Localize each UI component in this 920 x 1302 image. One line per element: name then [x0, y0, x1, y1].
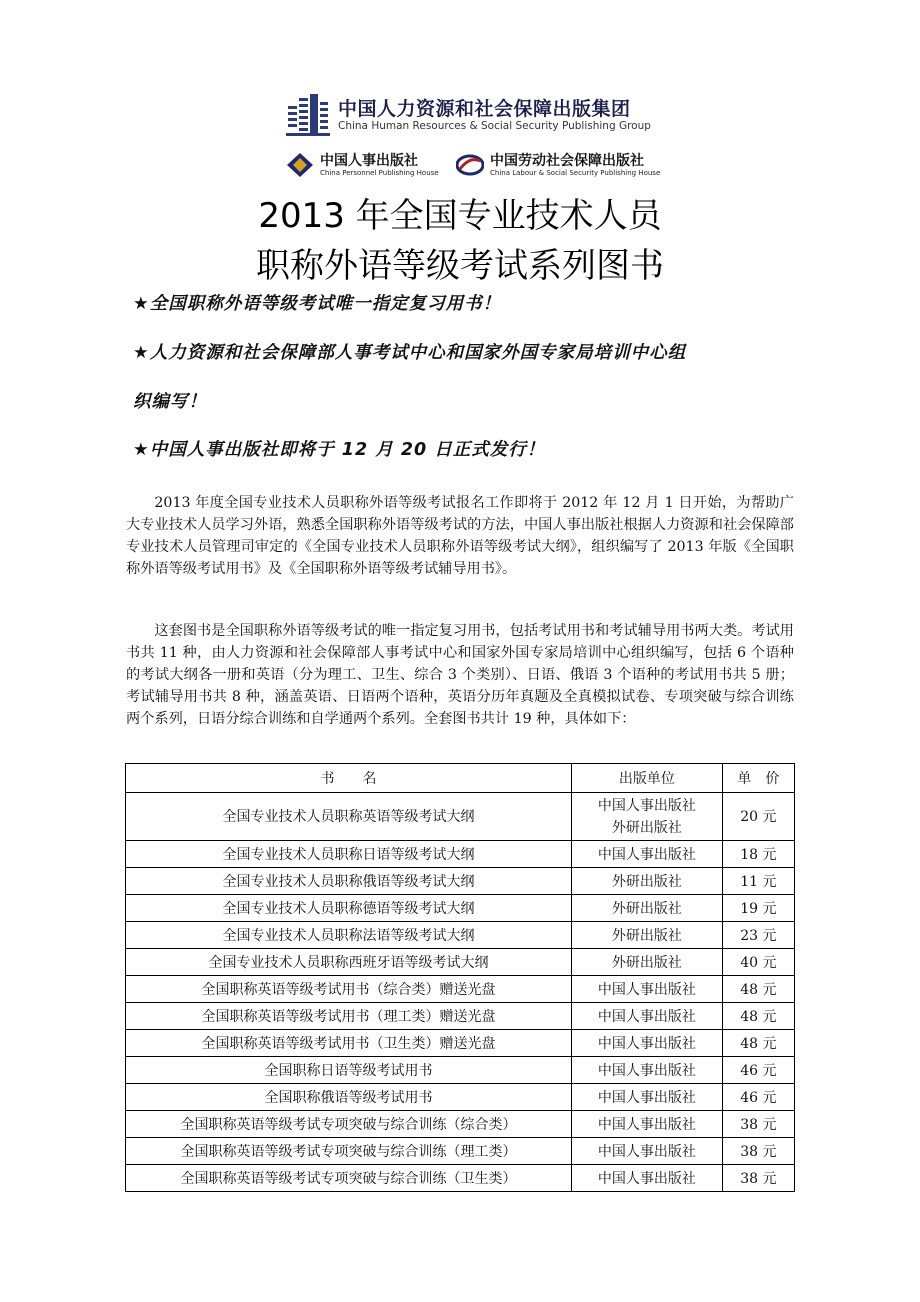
publishing-group-logo [286, 92, 651, 138]
page-title-line2: 职称外语等级考试系列图书 [256, 246, 664, 286]
book-name-cell: 全国职称日语等级考试用书 [126, 1057, 572, 1084]
book-name-cell: 全国专业技术人员职称西班牙语等级考试大纲 [126, 949, 572, 976]
table-row [126, 1084, 795, 1111]
publisher2-name-cn: 中国劳动社会保障出版社 [490, 153, 644, 169]
table-row [126, 841, 795, 868]
book-name-cell: 全国职称英语等级考试用书（卫生类）赠送光盘 [126, 1030, 572, 1057]
price-cell: 23 元 [722, 922, 794, 949]
publisher-cell: 中国人事出版社 [572, 1084, 723, 1111]
book-name-cell: 全国专业技术人员职称法语等级考试大纲 [126, 922, 572, 949]
publisher-cell: 外研出版社 [572, 949, 723, 976]
header-book-name: 书 名 [126, 764, 572, 793]
publisher-cell: 中国人事出版社 [572, 976, 723, 1003]
price-cell: 48 元 [722, 976, 794, 1003]
book-name-cell: 全国专业技术人员职称德语等级考试大纲 [126, 895, 572, 922]
highlight-bullet-3: ★中国人事出版社即将于 12 月 20 日正式发行！ [133, 440, 546, 460]
labour-publishing-logo [456, 150, 661, 180]
table-row [126, 868, 795, 895]
publisher-cell: 中国人事出版社 [572, 841, 723, 868]
price-cell: 19 元 [722, 895, 794, 922]
table-row [126, 1165, 795, 1192]
book-name-cell: 全国职称英语等级考试专项突破与综合训练（卫生类） [126, 1165, 572, 1192]
publisher-cell: 中国人事出版社 [572, 1111, 723, 1138]
price-cell: 46 元 [722, 1057, 794, 1084]
price-cell: 48 元 [722, 1003, 794, 1030]
table-row [126, 949, 795, 976]
price-cell: 38 元 [722, 1111, 794, 1138]
book-name-cell: 全国专业技术人员职称英语等级考试大纲 [126, 793, 572, 841]
table-row [126, 793, 795, 841]
table-row [126, 895, 795, 922]
table-row [126, 1003, 795, 1030]
diamond-logo-icon [286, 152, 314, 178]
table-row [126, 1138, 795, 1165]
publisher-cell: 外研出版社 [572, 895, 723, 922]
table-row [126, 1057, 795, 1084]
price-cell: 38 元 [722, 1165, 794, 1192]
price-cell: 38 元 [722, 1138, 794, 1165]
publisher-cell: 中国人事出版社 [572, 1003, 723, 1030]
publisher-line-1: 中国人事出版社 [597, 797, 696, 814]
publisher-cell: 中国人事出版社 [572, 1165, 723, 1192]
price-cell: 11 元 [722, 868, 794, 895]
publisher-cell: 中国人事出版社 [572, 1057, 723, 1084]
header-publisher: 出版单位 [572, 764, 723, 793]
table-row [126, 976, 795, 1003]
price-cell: 46 元 [722, 1084, 794, 1111]
group-name-cn: 中国人力资源和社会保障出版集团 [338, 98, 631, 120]
table-header-row [126, 764, 795, 793]
header-price: 单 价 [722, 764, 794, 793]
swoosh-logo-icon [456, 152, 484, 178]
price-cell: 40 元 [722, 949, 794, 976]
highlight-bullet-2: ★人力资源和社会保障部人事考试中心和国家外国专家局培训中心组 [133, 343, 687, 363]
publisher-cell: 外研出版社 [572, 922, 723, 949]
book-name-cell: 全国专业技术人员职称俄语等级考试大纲 [126, 868, 572, 895]
publisher-cell: 中国人事出版社 [572, 1138, 723, 1165]
publisher-cell: 外研出版社 [572, 868, 723, 895]
page-title-line1: 2013 年全国专业技术人员 [258, 196, 662, 236]
publisher1-name-en: China Personnel Publishing House [320, 169, 439, 177]
publisher-cell [572, 793, 723, 841]
book-name-cell: 全国职称俄语等级考试用书 [126, 1084, 572, 1111]
price-cell: 48 元 [722, 1030, 794, 1057]
table-row [126, 1030, 795, 1057]
book-list-table [125, 763, 795, 1192]
building-logo-icon [286, 92, 330, 136]
book-name-cell: 全国职称英语等级考试专项突破与综合训练（理工类） [126, 1138, 572, 1165]
highlight-bullet-1: ★全国职称外语等级考试唯一指定复习用书！ [133, 294, 502, 314]
book-name-cell: 全国职称英语等级考试用书（理工类）赠送光盘 [126, 1003, 572, 1030]
publisher-line-2: 外研出版社 [611, 819, 682, 836]
publisher2-name-en: China Labour & Social Security Publishing House [490, 169, 661, 177]
price-cell: 20 元 [722, 793, 794, 841]
book-name-cell: 全国职称英语等级考试用书（综合类）赠送光盘 [126, 976, 572, 1003]
highlight-bullet-2-continued: 织编写！ [133, 392, 207, 412]
group-name-en: China Human Resources & Social Security Publishing Group [338, 120, 651, 132]
table-row [126, 922, 795, 949]
book-name-cell: 全国专业技术人员职称日语等级考试大纲 [126, 841, 572, 868]
series-description-paragraph: 这套图书是全国职称外语等级考试的唯一指定复习用书，包括考试用书和考试辅导用书两大类。考试用书共 11 种，由人力资源和社会保障部人事考试中心和国家外国专家局培训中心组织编写，包括 6 个语种的考试大纲各一册和英语（分为理工、卫生、综合 3 个类别）、日语、俄语 3 个语种的考试用书共 5 册；考试辅导用书共 8 种，涵盖英语、日语两个语种，英语分历年真题及全真模拟试卷、专项突破与综合训练两个系列，日语分综合训练和自学通两个系列。全套图书共计 19 种，具体如下： [126, 623, 794, 727]
table-row [126, 1111, 795, 1138]
intro-paragraph: 2013 年度全国专业技术人员职称外语等级考试报名工作即将于 2012 年 12 月 1 日开始，为帮助广大专业技术人员学习外语，熟悉全国职称外语等级考试的方法，中国人事出版社根据人力资源和社会保障部专业技术人员管理司审定的《全国专业技术人员职称外语等级考试大纲》，组织编写了 2013 年版《全国职称外语等级考试用书》及《全国职称外语等级考试辅导用书》。 [126, 495, 794, 577]
publisher-cell: 中国人事出版社 [572, 1030, 723, 1057]
personnel-publishing-logo [286, 150, 446, 180]
publisher1-name-cn: 中国人事出版社 [320, 153, 418, 169]
price-cell: 18 元 [722, 841, 794, 868]
book-name-cell: 全国职称英语等级考试专项突破与综合训练（综合类） [126, 1111, 572, 1138]
